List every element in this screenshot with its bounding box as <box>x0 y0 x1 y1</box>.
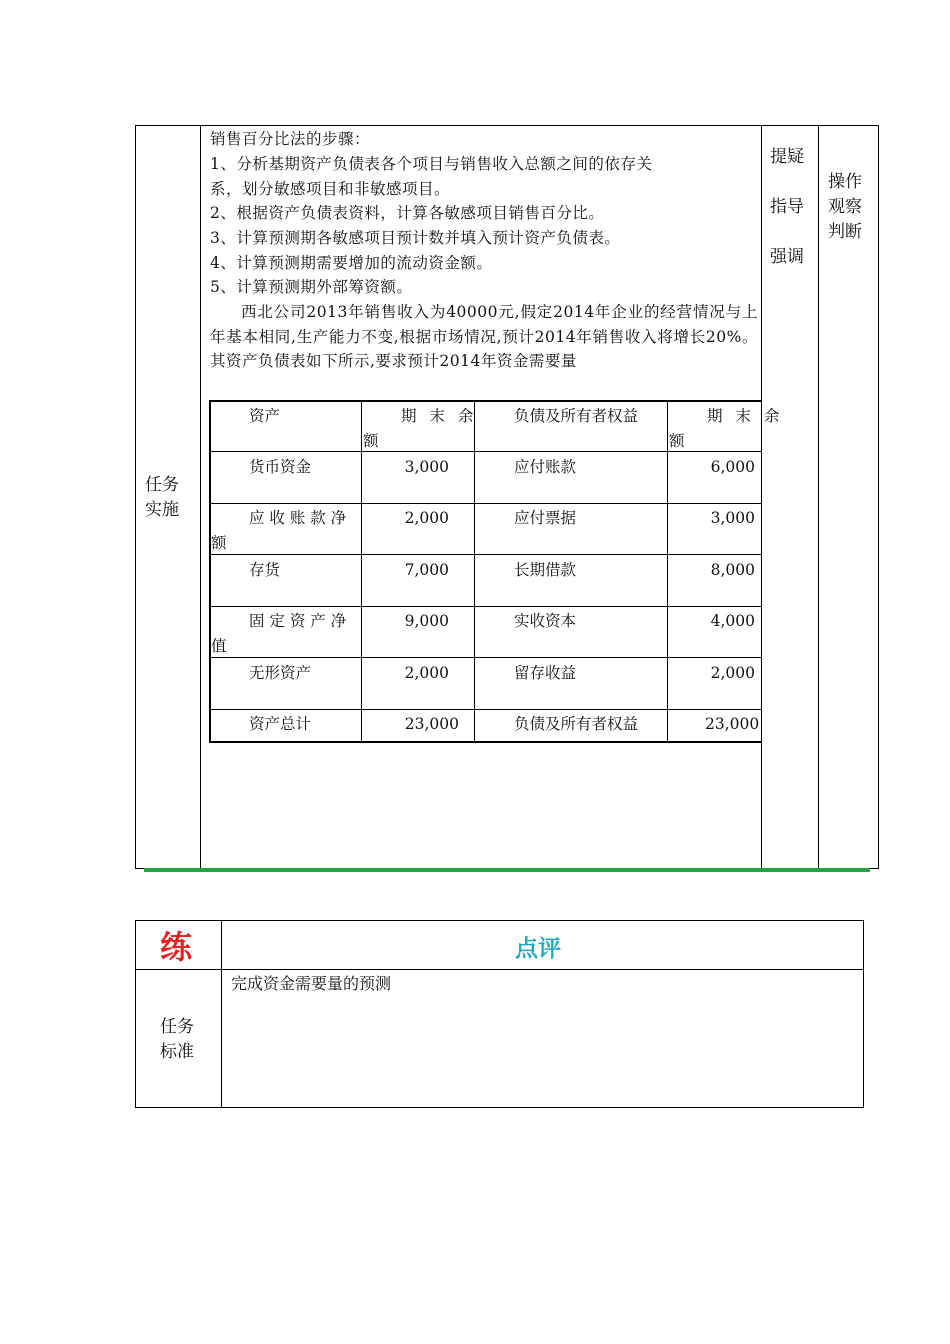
cell-r4-c1: 固 定 资 产 净值 <box>211 612 347 655</box>
divider-2 <box>761 125 762 869</box>
practice-bottom-border <box>135 1107 864 1108</box>
left-border <box>135 125 136 869</box>
cell-r3-c1: 存货 <box>249 561 281 579</box>
case-paragraph: 西北公司2013年销售收入为40000元,假定2014年企业的经营情况与上年基本相同,生产能力不变,根据市场情况,预计2014年销售收入将增长20%。其资产负债表如下所示,要求预计2014年资金需要量 <box>210 303 758 371</box>
practice-left-border <box>135 920 136 1108</box>
step-5: 5、计算预测期外部筹资额。 <box>210 278 413 296</box>
step-3: 3、计算预测期各敏感项目预计数并填入预计资产负债表。 <box>210 229 621 247</box>
row-line-6 <box>209 709 762 710</box>
practice-mid-border <box>135 969 864 970</box>
cell-r5-c3: 留存收益 <box>514 664 577 682</box>
tip-guide: 指导 <box>770 197 804 217</box>
divider-3 <box>818 125 819 869</box>
step-2: 2、根据资产负债表资料，计算各敏感项目销售百分比。 <box>210 204 605 222</box>
step-4: 4、计算预测期需要增加的流动资金额。 <box>210 254 493 272</box>
table-top-border <box>209 400 762 402</box>
cell-r4-c3: 实收资本 <box>514 612 577 630</box>
cell-r3-c3: 长期借款 <box>514 561 577 579</box>
cell-r2-c1: 应 收 账 款 净额 <box>211 509 347 552</box>
cell-r1-c3: 应付账款 <box>514 458 577 476</box>
task-impl-label: 任务实施 <box>145 475 179 520</box>
tip-question: 提疑 <box>770 147 804 167</box>
task-standard-label: 任务标准 <box>160 1017 194 1062</box>
cell-r2-c4: 3,000 <box>710 509 755 527</box>
practice-divider <box>221 920 222 1108</box>
practice-right-border <box>863 920 864 1108</box>
divider-1 <box>200 125 201 869</box>
cell-r6-c4: 23,000 <box>705 715 760 733</box>
cell-r6-c2: 23,000 <box>404 715 459 733</box>
header-balance-2: 期 末 余额 <box>669 407 784 450</box>
table-col-line-0 <box>209 400 211 743</box>
cell-r1-c4: 6,000 <box>710 458 755 476</box>
cell-r6-c3: 负债及所有者权益 <box>514 715 639 733</box>
cell-r2-c2: 2,000 <box>404 509 449 527</box>
table-col-line-3 <box>667 400 668 743</box>
cell-r5-c1: 无形资产 <box>249 664 312 682</box>
cell-r4-c4: 4,000 <box>710 612 755 630</box>
steps-title: 销售百分比法的步骤： <box>210 130 371 148</box>
table-col-line-1 <box>361 400 362 743</box>
step-1-line-2: 系，划分敏感项目和非敏感项目。 <box>210 180 451 198</box>
cell-r1-c1: 货币资金 <box>249 458 312 476</box>
task-standard-text: 完成资金需要量的预测 <box>231 974 392 993</box>
table-bottom-border <box>209 741 762 743</box>
header-assets: 资产 <box>249 407 281 425</box>
row-line-4 <box>209 606 762 607</box>
cell-r2-c3: 应付票据 <box>514 509 577 527</box>
cell-r3-c4: 8,000 <box>710 561 755 579</box>
header-liabilities: 负债及所有者权益 <box>514 407 639 425</box>
practice-char: 练 <box>160 928 193 966</box>
step-1-line-1: 1、分析基期资产负债表各个项目与销售收入总额之间的依存关 <box>210 155 653 173</box>
tip-emphasis: 强调 <box>770 247 804 267</box>
cell-r5-c4: 2,000 <box>710 664 755 682</box>
cell-r5-c2: 2,000 <box>404 664 449 682</box>
row-line-2 <box>209 503 762 504</box>
practice-top-border <box>135 920 864 921</box>
cell-r1-c2: 3,000 <box>404 458 449 476</box>
review-title: 点评 <box>515 936 561 962</box>
cell-r3-c2: 7,000 <box>404 561 449 579</box>
cell-r6-c1: 资产总计 <box>249 715 312 733</box>
header-balance-1: 期 末 余额 <box>363 407 478 450</box>
cell-r4-c2: 9,000 <box>404 612 449 630</box>
right-border <box>878 125 879 869</box>
green-separator <box>144 868 870 872</box>
top-border <box>135 125 879 126</box>
ops-label: 操作观察判断 <box>828 172 862 242</box>
